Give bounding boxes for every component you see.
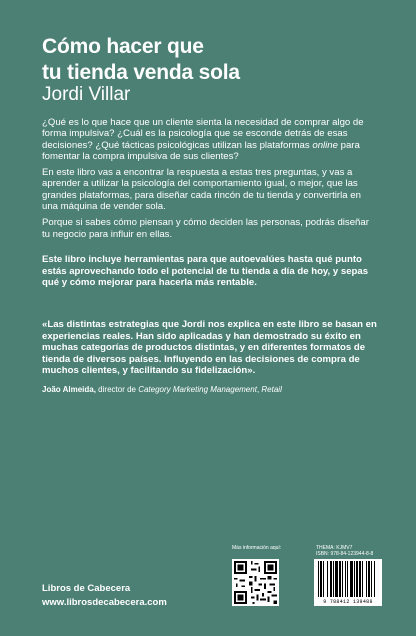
attribution-company: Retail (261, 385, 282, 394)
title-line-2: tu tienda venda sola (42, 61, 240, 84)
intro-paragraph-1 (42, 117, 378, 162)
thema-code: THEMA: KJMV7 (316, 545, 353, 551)
attribution-name: João Almeida, (42, 385, 96, 394)
qr-code[interactable] (232, 559, 279, 606)
qr-label: Más información aquí: (232, 545, 282, 551)
intro-p1-italic: online (312, 139, 338, 151)
intro-p1-text: ¿Qué es lo que hace que un cliente sienta la necesidad de comprar algo de forma impulsiva? ¿Cuál es la psicología que se esconde detrás de esas decisiones? ¿Qué tácticas psicológicas utilizan las plataformas (42, 117, 364, 151)
title-line-1: Cómo hacer que (42, 35, 204, 58)
intro-text (42, 117, 378, 245)
intro-p1-text-end: para fomentar la compra impulsiva de sus clientes? (42, 139, 360, 162)
testimonial-quote: «Las distintas estrategias que Jordi nos explica en este libro se basan en experiencias reales. Han sido aplicadas y han demostrado su éxito en muchas categorías de productos distintas, y en diferentes formatos de tienda de diversos países. Influyendo en las decisiones de compra de muchos clientes, y facilitando su fidelización». (42, 319, 377, 377)
attribution-role-italic: Category Marketing Management (138, 385, 257, 394)
publisher-website[interactable]: www.librosdecabecera.com (42, 597, 167, 608)
highlight-text: Este libro incluye herramientas para que autoevalúes hasta qué punto estás aprovechando todo el potencial de tu tienda a día de hoy, y sepas qué y cómo mejorar para hacerla más rentable. (42, 254, 369, 289)
attribution-separator: , (256, 385, 262, 394)
intro-paragraph-2: En este libro vas a encontrar la respuesta a estas tres preguntas, y vas a aprender a utilizar la psicología del comportamiento igual, o mejor, que las grandes plataformas, para diseñar cada rincón de tu tienda y convertirla en una máquina de vender sola. (42, 167, 361, 213)
isbn-barcode (314, 559, 382, 606)
intro-paragraph-3: Porque si sabes cómo piensan y cómo deciden las personas, podrás diseñar tu negocio para influir en ellas. (42, 217, 369, 240)
isbn-text: ISBN: 978-84-123944-8-8 (316, 551, 374, 557)
author-name: Jordi Villar (42, 84, 131, 105)
barcode-digits: 9 788412 139488 (323, 599, 373, 605)
attribution-role: director de (95, 385, 139, 394)
testimonial-attribution (42, 385, 378, 395)
publisher-name: Libros de Cabecera (42, 583, 131, 594)
book-title (42, 34, 382, 86)
barcode-bars (314, 561, 382, 601)
